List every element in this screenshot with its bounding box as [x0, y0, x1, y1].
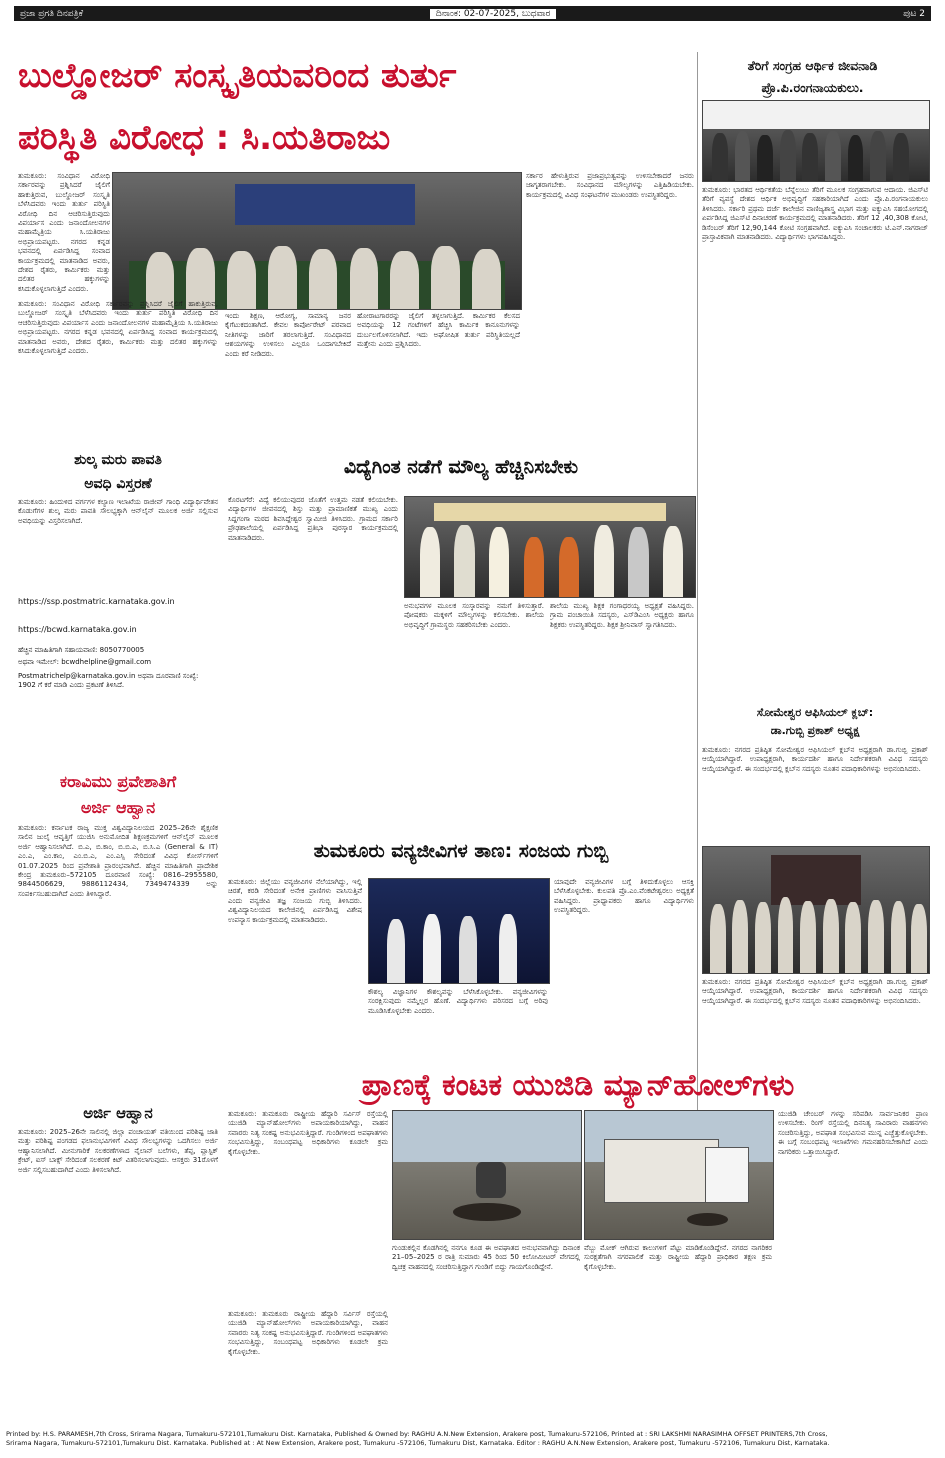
fees-url-1[interactable]: https://ssp.postmatric.karnataka.gov.in	[18, 597, 175, 606]
manhole-body-col2: ಗುಂಡುಕಲ್ಲಿನ ಕೊಡಗಿನಲ್ಲಿ ನನಗೂ ಕೂಡ ಈ ಅಪಘಾತದ ಅನುಭವವಾಗಿದ್ದು ದಿನಾಂಕ 21–05–2025 ರ ರಾತ್ರಿ ಸುಮಾರು 45 ರಿಂದ 50 ಕಿಲೋಮೀಟರ್ ವೇಗದಲ್ಲಿ ದ್ವಿಚಕ್ರ ವಾಹನದಲ್ಲಿ ಸಂಚರಿಸುತ್ತಿದ್ದಾಗ ಗುಂಡಿಗೆ ಬಿದ್ದು ಗಾಯಗೊಂಡಿದ್ದೇನೆ.	[392, 1244, 580, 1271]
club-title-1: ಸೋಮೇಶ್ವರ ಆಫಿಸಿಯಲ್ ಕ್ಲಬ್:	[756, 706, 874, 719]
fees-title-2: ಅವಧಿ ವಿಸ್ತರಣೆ	[84, 476, 152, 492]
wildlife-body-col2: ಕೌಶಲ್ಯ ವಿಜ್ಞಾನಿಗಳ ಕೌಶಲ್ಯವನ್ನು ಬೆಳೆಸಿಕೊಳ್ಳಬೇಕು. ವನ್ಯಜೀವಿಗಳನ್ನು ಸಂರಕ್ಷಿಸುವುದು ನಮ್ಮೆಲ್ಲರ ಹೊಣೆ. ವಿದ್ಯಾರ್ಥಿಗಳು ಪರಿಸರದ ಬಗ್ಗೆ ಅರಿವು ಮೂಡಿಸಿಕೊಳ್ಳಬೇಕು ಎಂದರು.	[368, 988, 548, 1015]
manhole-title: ಪ್ರಾಣಕ್ಕೆ ಕಂಟಕ ಯುಜಿಡಿ ಮ್ಯಾನ್‌ಹೋಲ್‌ಗಳು	[361, 1068, 795, 1103]
lead-body-col4: ಸರ್ಕಾರ ಹೇಳುತ್ತಿರುವ ಪ್ರಜಾಪ್ರಭುತ್ವವನ್ನು ಉಳಿಸಬೇಕಾದರೆ ಜನರು ಜಾಗೃತರಾಗಬೇಕು. ಸಂವಿಧಾನದ ಮೌಲ್ಯಗಳನ್ನು ಎತ್ತಿಹಿಡಿಯಬೇಕು. ಕಾರ್ಯಕ್ರಮದಲ್ಲಿ ವಿವಿಧ ಸಂಘಟನೆಗಳ ಮುಖಂಡರು ಉಪಸ್ಥಿತರಿದ್ದರು.	[526, 172, 694, 199]
wildlife-body-col3: ಯಾವುದೇ ವನ್ಯಜೀವಿಗಳ ಬಗ್ಗೆ ತಿಳಿದುಕೊಳ್ಳಲು ಆಸಕ್ತಿ ಬೆಳೆಸಿಕೊಳ್ಳಬೇಕು. ಕುಲಪತಿ ಪ್ರೊ.ಎಂ.ವೆಂಕಟೇಶ್ವರಲು ಅಧ್ಯಕ್ಷತೆ ವಹಿಸಿದ್ದರು. ಪ್ರಾಧ್ಯಾಪಕರು ಹಾಗೂ ವಿದ್ಯಾರ್ಥಿಗಳು ಉಪಸ್ಥಿತರಿದ್ದರು.	[554, 878, 694, 915]
imprint-line-1: Printed by: H.S. PARAMESH,7th Cross, Srirama Nagara, Tumakuru-572101,Tumakuru Dist. Karnataka, Published & Owned by: RAGHU A.N.New Extension, Arakere post, Tumakuru-572106, Printed at : SRI LAKSHMI NARASIMHA OFFSET PRINTERS,7th Cross,	[6, 1430, 828, 1438]
wildlife-title: ತುಮಕೂರು ವನ್ಯಜೀವಿಗಳ ತಾಣ: ಸಂಜಯ ಗುಬ್ಬಿ	[313, 840, 609, 862]
kravimu-body: ತುಮಕೂರು: ಕರ್ನಾಟಕ ರಾಜ್ಯ ಮುಕ್ತ ವಿಶ್ವವಿದ್ಯಾನಿಲಯದ 2025–26ನೇ ಶೈಕ್ಷಣಿಕ ಸಾಲಿನ ಜುಲೈ ಆವೃತ್ತಿಗೆ ಯುಜಿಸಿ ಅನುಮೋದಿತ ಶಿಕ್ಷಣಕ್ರಮಗಳಿಗೆ ಆನ್‌ಲೈನ್ ಮೂಲಕ ಅರ್ಜಿ ಆಹ್ವಾನಿಸಲಾಗಿದೆ. ಬಿ.ಎ, ಬಿ.ಕಾಂ, ಬಿ.ಬಿ.ಎ, ಬಿ.ಸಿ.ಎ (General & IT) ಎಂ.ಎ, ಎಂ.ಕಾಂ, ಎಂ.ಬಿ.ಎ, ಎಂ.ಎಸ್ಸಿ ಸೇರಿದಂತೆ ವಿವಿಧ ಕೋರ್ಸ್‌ಗಳಿಗೆ 01.07.2025 ರಿಂದ ಪ್ರವೇಶಾತಿ ಪ್ರಾರಂಭವಾಗಿದೆ. ಹೆಚ್ಚಿನ ಮಾಹಿತಿಗಾಗಿ ಪ್ರಾದೇಶಿಕ ಕೇಂದ್ರ ತುಮಕೂರು–572105 ದೂರವಾಣಿ ಸಂಖ್ಯೆ: 0816–2955580, 9844506629, 9886112434, 7349474339 ಅನ್ನು ಸಂಪರ್ಕಿಸಬಹುದಾಗಿದೆ ಎಂದು ತಿಳಿಸಿದ್ದಾರೆ.	[18, 824, 218, 898]
masthead-bar	[14, 6, 931, 21]
kravimu-title-1: ಕರಾವಿಮು ಪ್ರವೇಶಾತಿಗೆ	[59, 772, 177, 791]
gst-body: ತುಮಕೂರು: ಭಾರತದ ಆರ್ಥಿಕತೆಯ ಬೆನ್ನೆಲುಬು ತೆರಿಗೆ ಮೂಲಕ ಸಂಗ್ರಹವಾಗುವ ಆದಾಯ. ಜಿಎಸ್‌ಟಿ ತೆರಿಗೆ ವ್ಯವಸ್ಥೆ ದೇಶದ ಆರ್ಥಿಕ ಅಭಿವೃದ್ಧಿಗೆ ಸಹಕಾರಿಯಾಗಿದೆ ಎಂದು ಪ್ರೊ.ಪಿ.ರಂಗನಾಯಕುಲು ತಿಳಿಸಿದರು. ಸರ್ಕಾರಿ ಪ್ರಥಮ ದರ್ಜೆ ಕಾಲೇಜಿನ ವಾಣಿಜ್ಯಶಾಸ್ತ್ರ ವಿಭಾಗ ಮತ್ತು ಐಕ್ಯುಎಸಿ ಸಹಯೋಗದಲ್ಲಿ ಏರ್ಪಡಿಸಿದ್ದ ಜಿಎಸ್‌ಟಿ ದಿನಾಚರಣೆ ಕಾರ್ಯಕ್ರಮದಲ್ಲಿ ಮಾತನಾಡಿದರು. ತೆರಿಗೆ 12 ,40,308 ಕೋಟಿ, ಡಿಸೆಂಬರ್‌ ತೆರಿಗೆ 12,90,144 ಕೋಟಿ ಸಂಗ್ರಹವಾಗಿದೆ. ಐಕ್ಯುಎಸಿ ಸಂಚಾಲಕರು ಟಿ.ಎನ್.ನಾಗರಾಜ್ ಪ್ರಾಸ್ತಾವಿಕವಾಗಿ ಮಾತನಾಡಿದರು. ವಿದ್ಯಾರ್ಥಿಗಳು ಭಾಗವಹಿಸಿದ್ದರು.	[702, 186, 928, 242]
gst-title-2: ಪ್ರೊ.ಪಿ.ರಂಗನಾಯಕುಲು.	[761, 80, 864, 95]
kravimu-title-2: ಅರ್ಜಿ ಆಹ್ವಾನ	[80, 798, 156, 817]
application-body: ತುಮಕೂರು: 2025–26ನೇ ಸಾಲಿನಲ್ಲಿ ಜಿಲ್ಲಾ ಪಂಚಾಯತ್ ವತಿಯಿಂದ ಪರಿಶಿಷ್ಟ ಜಾತಿ ಮತ್ತು ಪರಿಶಿಷ್ಟ ಪಂಗಡದ ಫಲಾನುಭವಿಗಳಿಗೆ ವಿವಿಧ ಸೌಲಭ್ಯಗಳನ್ನು ಒದಗಿಸಲು ಅರ್ಜಿ ಆಹ್ವಾನಿಸಲಾಗಿದೆ. ಮೀನುಗಾರಿಕೆ ಸಲಕರಣೆಗಳಾದ ನೈಲಾನ್ ಬಲೆಗಳು, ತೆಪ್ಪ, ಪ್ಲಾಸ್ಟಿಕ್ ಕ್ರೇಟ್, ಐಸ್ ಬಾಕ್ಸ್ ಸೇರಿದಂತೆ ಸಲಕರಣೆ ಕಿಟ್ ವಿತರಿಸಲಾಗುವುದು. ಆಸಕ್ತರು 31ರೊಳಗೆ ಅರ್ಜಿ ಸಲ್ಲಿಸಬಹುದಾಗಿದೆ ಎಂದು ತಿಳಿಸಲಾಗಿದೆ.	[18, 1128, 218, 1174]
manhole-body-col3: ವೆಬ್ಬು ಮೋಕ್‌ ಆಗಿರುವ ಕಾಲುಗಳಿಗೆ ಪೆಟ್ಟು ಮಾಡಿಕೊಂಡಿದ್ದೇನೆ. ನಗರದ ನಾಗರಿಕರ ಸುರಕ್ಷತೆಗಾಗಿ ನಗರಪಾಲಿಕೆ ಮತ್ತು ರಾಷ್ಟ್ರೀಯ ಹೆದ್ದಾರಿ ಪ್ರಾಧಿಕಾರ ತಕ್ಷಣ ಕ್ರಮ ಕೈಗೊಳ್ಳಬೇಕು.	[584, 1244, 772, 1271]
fees-title-1: ಶುಲ್ಕ ಮರು ಪಾವತಿ	[74, 452, 162, 468]
fees-body: ತುಮಕೂರು: ಹಿಂದುಳಿದ ವರ್ಗಗಳ ಕಲ್ಯಾಣ ಇಲಾಖೆಯ ರಾಜೀವ್ ಗಾಂಧಿ ವಿದ್ಯಾರ್ಥಿವೇತನ ಕೊಡುಗೆಗಳ ಶುಲ್ಕ ಮರು ಪಾವತಿ ಸೌಲಭ್ಯಕ್ಕಾಗಿ ಆನ್‌ಲೈನ್ ಮೂಲಕ ಅರ್ಜಿ ಸಲ್ಲಿಸುವ ಅವಧಿಯನ್ನು ವಿಸ್ತರಿಸಲಾಗಿದೆ.	[18, 498, 218, 525]
values-body-col3: ಶಾಲೆಯ ಮುಖ್ಯ ಶಿಕ್ಷಕ ಗಂಗಾಧರಯ್ಯ ಅಧ್ಯಕ್ಷತೆ ವಹಿಸಿದ್ದರು. ಗ್ರಾಮ ಪಂಚಾಯಿತಿ ಸದಸ್ಯರು, ಎಸ್‌ಡಿಎಂಸಿ ಅಧ್ಯಕ್ಷರು ಹಾಗೂ ಶಿಕ್ಷಕರು ಉಪಸ್ಥಿತರಿದ್ದರು. ಶಿಕ್ಷಕ ಶ್ರೀನಿವಾಸ್ ಸ್ವಾಗತಿಸಿದರು.	[550, 602, 694, 629]
column-rule	[697, 52, 698, 1122]
paper-name: ಪ್ರಜಾ ಪ್ರಗತಿ ದಿನಪತ್ರಿಕೆ	[20, 8, 84, 19]
lead-body-col3: ಹೋರಾಟಗಾರರನ್ನು ಜೈಲಿಗೆ ತಳ್ಳಲಾಗುತ್ತಿದೆ. ಕಾರ್ಮಿಕರ ಕೆಲಸದ ಅವಧಿಯನ್ನು 12 ಗಂಟೆಗಳಿಗೆ ಹೆಚ್ಚಿಸಿ ಕಾರ್ಮಿಕ ಕಾನೂನುಗಳನ್ನು ದುರ್ಬಲಗೊಳಿಸಲಾಗಿದೆ. ಇದು ಅಘೋಷಿತ ತುರ್ತು ಪರಿಸ್ಥಿತಿಯಲ್ಲದೆ ಮತ್ತೇನು ಎಂದು ಪ್ರಶ್ನಿಸಿದರು.	[357, 312, 520, 349]
manhole-photo-truck	[584, 1110, 774, 1240]
issue-date: ದಿನಾಂಕ: 02-07-2025, ಬುಧವಾರ	[430, 9, 556, 19]
fees-url-2[interactable]: https://bcwd.karnataka.gov.in	[18, 625, 137, 634]
manhole-body-col1: ತುಮಕೂರು: ತುಮಕೂರು ರಾಷ್ಟ್ರೀಯ ಹೆದ್ದಾರಿ ಸರ್ವಿಸ್ ರಸ್ತೆಯಲ್ಲಿ ಯುಜಿಡಿ ಮ್ಯಾನ್‌ಹೋಲ್‌ಗಳು ಅಪಾಯಕಾರಿಯಾಗಿದ್ದು, ವಾಹನ ಸವಾರರು ನಿತ್ಯ ಸಂಕಷ್ಟ ಅನುಭವಿಸುತ್ತಿದ್ದಾರೆ. ಗುಂಡಿಗಳಿಂದ ಅಪಘಾತಗಳು ಸಂಭವಿಸುತ್ತಿದ್ದು, ಸಂಬಂಧಪಟ್ಟ ಅಧಿಕಾರಿಗಳು ಕೂಡಲೇ ಕ್ರಮ ಕೈಗೊಳ್ಳಬೇಕು.	[228, 1110, 388, 1156]
lead-headline-line1: ಬುಲ್ಡೋಜರ್ ಸಂಸ್ಕೃತಿಯವರಿಂದ ತುರ್ತು	[18, 56, 457, 96]
values-body-col2: ಅನುಭವಗಳ ಮೂಲಕ ಸಂಸ್ಕಾರವನ್ನು ನಮಗೆ ತಿಳಿಸುತ್ತಾರೆ. ಪೋಷಕರು ಮಕ್ಕಳಿಗೆ ಮೌಲ್ಯಗಳನ್ನು ಕಲಿಸಬೇಕು. ಶಾಲೆಯ ಅಭಿವೃದ್ಧಿಗೆ ಗ್ರಾಮಸ್ಥರು ಸಹಕರಿಸಬೇಕು ಎಂದರು.	[404, 602, 544, 629]
club-photo	[702, 846, 930, 974]
wildlife-photo	[368, 878, 550, 984]
lead-photo	[112, 172, 522, 310]
fees-email-1: ಅಥವಾ ಇಮೇಲ್: bcwdhelpline@gmail.com	[18, 658, 152, 666]
manhole-body-col4: ಯುಜಿಡಿ ಚೇಂಬರ್ ಗಳನ್ನು ಸರಿಪಡಿಸಿ ಸಾರ್ವಜನಿಕರ ಪ್ರಾಣ ಉಳಿಸಬೇಕು. ರಿಂಗ್ ರಸ್ತೆಯಲ್ಲಿ ದಿನನಿತ್ಯ ಸಾವಿರಾರು ವಾಹನಗಳು ಸಂಚರಿಸುತ್ತಿದ್ದು, ಅಪಘಾತ ಸಂಭವಿಸುವ ಮುನ್ನ ಎಚ್ಚೆತ್ತುಕೊಳ್ಳಬೇಕು. ಈ ಬಗ್ಗೆ ಸಂಬಂಧಪಟ್ಟ ಇಲಾಖೆಗಳು ಗಮನಹರಿಸಬೇಕಾಗಿದೆ ಎಂದು ನಾಗರಿಕರು ಒತ್ತಾಯಿಸಿದ್ದಾರೆ.	[778, 1110, 928, 1156]
club-body: ತುಮಕೂರು: ನಗರದ ಪ್ರತಿಷ್ಠಿತ ಸೋಮೇಶ್ವರ ಆಫಿಸಿಯಲ್ ಕ್ಲಬ್‌ನ ಅಧ್ಯಕ್ಷರಾಗಿ ಡಾ.ಗುಬ್ಬಿ ಪ್ರಕಾಶ್ ಆಯ್ಕೆಯಾಗಿದ್ದಾರೆ. ಉಪಾಧ್ಯಕ್ಷರಾಗಿ, ಕಾರ್ಯದರ್ಶಿ ಹಾಗೂ ನಿರ್ದೇಶಕರಾಗಿ ವಿವಿಧ ಸದಸ್ಯರು ಆಯ್ಕೆಯಾಗಿದ್ದಾರೆ. ಈ ಸಂದರ್ಭದಲ್ಲಿ ಕ್ಲಬ್‌ನ ಸದಸ್ಯರು ನೂತನ ಪದಾಧಿಕಾರಿಗಳನ್ನು ಅಭಿನಂದಿಸಿದರು.	[702, 746, 928, 773]
club-title-2: ಡಾ.ಗುಬ್ಬಿ ಪ್ರಕಾಶ್ ಅಧ್ಯಕ್ಷ	[770, 724, 860, 737]
manhole-photo-bike	[392, 1110, 582, 1240]
gst-title-1: ತೆರಿಗೆ ಸಂಗ್ರಹ ಆರ್ಥಿಕ ಜೀವನಾಡಿ	[747, 58, 878, 73]
manhole-body-col1b: ತುಮಕೂರು: ತುಮಕೂರು ರಾಷ್ಟ್ರೀಯ ಹೆದ್ದಾರಿ ಸರ್ವಿಸ್ ರಸ್ತೆಯಲ್ಲಿ ಯುಜಿಡಿ ಮ್ಯಾನ್‌ಹೋಲ್‌ಗಳು ಅಪಾಯಕಾರಿಯಾಗಿದ್ದು, ವಾಹನ ಸವಾರರು ನಿತ್ಯ ಸಂಕಷ್ಟ ಅನುಭವಿಸುತ್ತಿದ್ದಾರೆ. ಗುಂಡಿಗಳಿಂದ ಅಪಘಾತಗಳು ಸಂಭವಿಸುತ್ತಿದ್ದು, ಸಂಬಂಧಪಟ್ಟ ಅಧಿಕಾರಿಗಳು ಕೂಡಲೇ ಕ್ರಮ ಕೈಗೊಳ್ಳಬೇಕು.	[228, 1310, 388, 1356]
lead-body-col2: ಇಂದು ಶಿಕ್ಷಣ, ಆರೋಗ್ಯ, ಸಾಮಾನ್ಯ ಜನರ ಕೈಗೆಟುಕದಂತಾಗಿದೆ. ಕೇವಲ ಕಾರ್ಪೋರೇಟ್ ಪರವಾದ ನೀತಿಗಳನ್ನು ಜಾರಿಗೆ ತರಲಾಗುತ್ತಿದೆ. ಸಂವಿಧಾನದ ಆಶಯಗಳನ್ನು ಉಳಿಸಲು ಎಲ್ಲರೂ ಒಂದಾಗಬೇಕಿದೆ ಎಂದು ಕರೆ ನೀಡಿದರು.	[225, 312, 351, 358]
wildlife-body-col1: ತುಮಕೂರು: ಜಿಲ್ಲೆಯು ವನ್ಯಜೀವಿಗಳ ನೆಲೆಯಾಗಿದ್ದು, ಇಲ್ಲಿ ಚಿರತೆ, ಕರಡಿ ಸೇರಿದಂತೆ ಅನೇಕ ಪ್ರಾಣಿಗಳು ವಾಸಿಸುತ್ತಿವೆ ಎಂದು ವನ್ಯಜೀವಿ ತಜ್ಞ ಸಂಜಯ ಗುಬ್ಬಿ ತಿಳಿಸಿದರು. ವಿಶ್ವವಿದ್ಯಾನಿಲಯದ ಕಾಲೇಜಿನಲ್ಲಿ ಏರ್ಪಡಿಸಿದ್ದ ವಿಶೇಷ ಉಪನ್ಯಾಸ ಕಾರ್ಯಕ್ರಮದಲ್ಲಿ ಮಾತನಾಡಿದರು.	[228, 878, 362, 924]
values-photo	[404, 496, 696, 598]
imprint-line-2: Srirama Nagara, Tumakuru-572101,Tumakuru Dist. Karnataka. Published at : At New Extension, Arakere post, Tumakuru -572106, Tumakuru Dist, Karnataka. Editor : RAGHU A.N.New Extension, Arakere post, Tumakuru -572106, Tumakuru Dist, Karnataka.	[6, 1438, 830, 1447]
values-body-col1: ಕೊರಟಗೆರೆ: ವಿದ್ಯೆ ಕಲಿಯುವುದರ ಜೊತೆಗೆ ಉತ್ತಮ ನಡತೆ ಕಲಿಯಬೇಕು. ವಿದ್ಯಾರ್ಥಿಗಳ ಜೀವನದಲ್ಲಿ ಶಿಸ್ತು ಮತ್ತು ಪ್ರಾಮಾಣಿಕತೆ ಮುಖ್ಯ ಎಂದು ಸಿದ್ದಗಂಗಾ ಮಠದ ಶಿವಸಿದ್ದೇಶ್ವರ ಸ್ವಾಮೀಜಿ ತಿಳಿಸಿದರು. ಗ್ರಾಮದ ಸರ್ಕಾರಿ ಪ್ರೌಢಶಾಲೆಯಲ್ಲಿ ಏರ್ಪಡಿಸಿದ್ದ ಪ್ರತಿಭಾ ಪುರಸ್ಕಾರ ಕಾರ್ಯಕ್ರಮದಲ್ಲಿ ಮಾತನಾಡಿದರು.	[228, 496, 398, 542]
club-body-2: ತುಮಕೂರು: ನಗರದ ಪ್ರತಿಷ್ಠಿತ ಸೋಮೇಶ್ವರ ಆಫಿಸಿಯಲ್ ಕ್ಲಬ್‌ನ ಅಧ್ಯಕ್ಷರಾಗಿ ಡಾ.ಗುಬ್ಬಿ ಪ್ರಕಾಶ್ ಆಯ್ಕೆಯಾಗಿದ್ದಾರೆ. ಉಪಾಧ್ಯಕ್ಷರಾಗಿ, ಕಾರ್ಯದರ್ಶಿ ಹಾಗೂ ನಿರ್ದೇಶಕರಾಗಿ ವಿವಿಧ ಸದಸ್ಯರು ಆಯ್ಕೆಯಾಗಿದ್ದಾರೆ. ಈ ಸಂದರ್ಭದಲ್ಲಿ ಕ್ಲಬ್‌ನ ಸದಸ್ಯರು ನೂತನ ಪದಾಧಿಕಾರಿಗಳನ್ನು ಅಭಿನಂದಿಸಿದರು.	[702, 978, 928, 1005]
lead-body-col1: ತುಮಕೂರು: ಸಂವಿಧಾನ ವಿರೋಧಿ ಸರ್ಕಾರವನ್ನು ಪ್ರಶ್ನಿಸಿದರೆ ಜೈಲಿಗೆ ಹಾಕುತ್ತಿರುವ, ಬುಲ್ಡೋಜರ್ ಸಂಸ್ಕೃತಿ ಬೆಳೆಸಿದವರು ಇಂದು ತುರ್ತು ಪರಿಸ್ಥಿತಿ ವಿರೋಧಿ ದಿನ ಆಚರಿಸುತ್ತಿರುವುದು ವಿಪರ್ಯಾಸ ಎಂದು ಜನಾಂದೋಲನಗಳ ಮಹಾಮೈತ್ರಿಯ ಸಿ.ಯತಿರಾಜು ಅಭಿಪ್ರಾಯಪಟ್ಟರು. ನಗರದ ಕನ್ನಡ ಭವನದಲ್ಲಿ ಏರ್ಪಡಿಸಿದ್ದ ಸಂವಾದ ಕಾರ್ಯಕ್ರಮದಲ್ಲಿ ಮಾತನಾಡಿದ ಅವರು, ದೇಶದ ರೈತರು, ಕಾರ್ಮಿಕರು ಮತ್ತು ದಲಿತರ ಹಕ್ಕುಗಳನ್ನು ಕಸಿದುಕೊಳ್ಳಲಾಗುತ್ತಿದೆ ಎಂದರು.	[18, 172, 110, 293]
values-title: ವಿದ್ಯೆಗಿಂತ ನಡೆಗೆ ಮೌಲ್ಯ ಹೆಚ್ಚಿನಿಸಬೇಕು	[343, 456, 579, 478]
lead-body-col1b: ತುಮಕೂರು: ಸಂವಿಧಾನ ವಿರೋಧಿ ಸರ್ಕಾರವನ್ನು ಪ್ರಶ್ನಿಸಿದರೆ ಜೈಲಿಗೆ ಹಾಕುತ್ತಿರುವ, ಬುಲ್ಡೋಜರ್ ಸಂಸ್ಕೃತಿ ಬೆಳೆಸಿದವರು ಇಂದು ತುರ್ತು ಪರಿಸ್ಥಿತಿ ವಿರೋಧಿ ದಿನ ಆಚರಿಸುತ್ತಿರುವುದು ವಿಪರ್ಯಾಸ ಎಂದು ಜನಾಂದೋಲನಗಳ ಮಹಾಮೈತ್ರಿಯ ಸಿ.ಯತಿರಾಜು ಅಭಿಪ್ರಾಯಪಟ್ಟರು. ನಗರದ ಕನ್ನಡ ಭವನದಲ್ಲಿ ಏರ್ಪಡಿಸಿದ್ದ ಸಂವಾದ ಕಾರ್ಯಕ್ರಮದಲ್ಲಿ ಮಾತನಾಡಿದ ಅವರು, ದೇಶದ ರೈತರು, ಕಾರ್ಮಿಕರು ಮತ್ತು ದಲಿತರ ಹಕ್ಕುಗಳನ್ನು ಕಸಿದುಕೊಳ್ಳಲಾಗುತ್ತಿದೆ ಎಂದರು.	[18, 300, 218, 356]
imprint-footer	[6, 1430, 939, 1447]
fees-email-2: Postmatrichelp@karnataka.gov.in ಅಥವಾ ದೂರವಾಣಿ ಸಂಖ್ಯೆ: 1902 ಗೆ ಕರೆ ಮಾಡಿ ಎಂದು ಪ್ರಕಟಣೆ ತಿಳಿಸಿದೆ.	[18, 672, 199, 690]
lead-headline-line2: ಪರಿಸ್ಥಿತಿ ವಿರೋಧ : ಸಿ.ಯತಿರಾಜು	[18, 118, 391, 158]
page-number: ಪುಟ 2	[903, 8, 925, 19]
fees-helpline: ಹೆಚ್ಚಿನ ಮಾಹಿತಿಗಾಗಿ ಸಹಾಯವಾಣಿ: 8050770005	[18, 646, 145, 654]
application-title: ಅರ್ಜಿ ಆಹ್ವಾನ	[83, 1104, 153, 1122]
gst-photo	[702, 100, 930, 182]
